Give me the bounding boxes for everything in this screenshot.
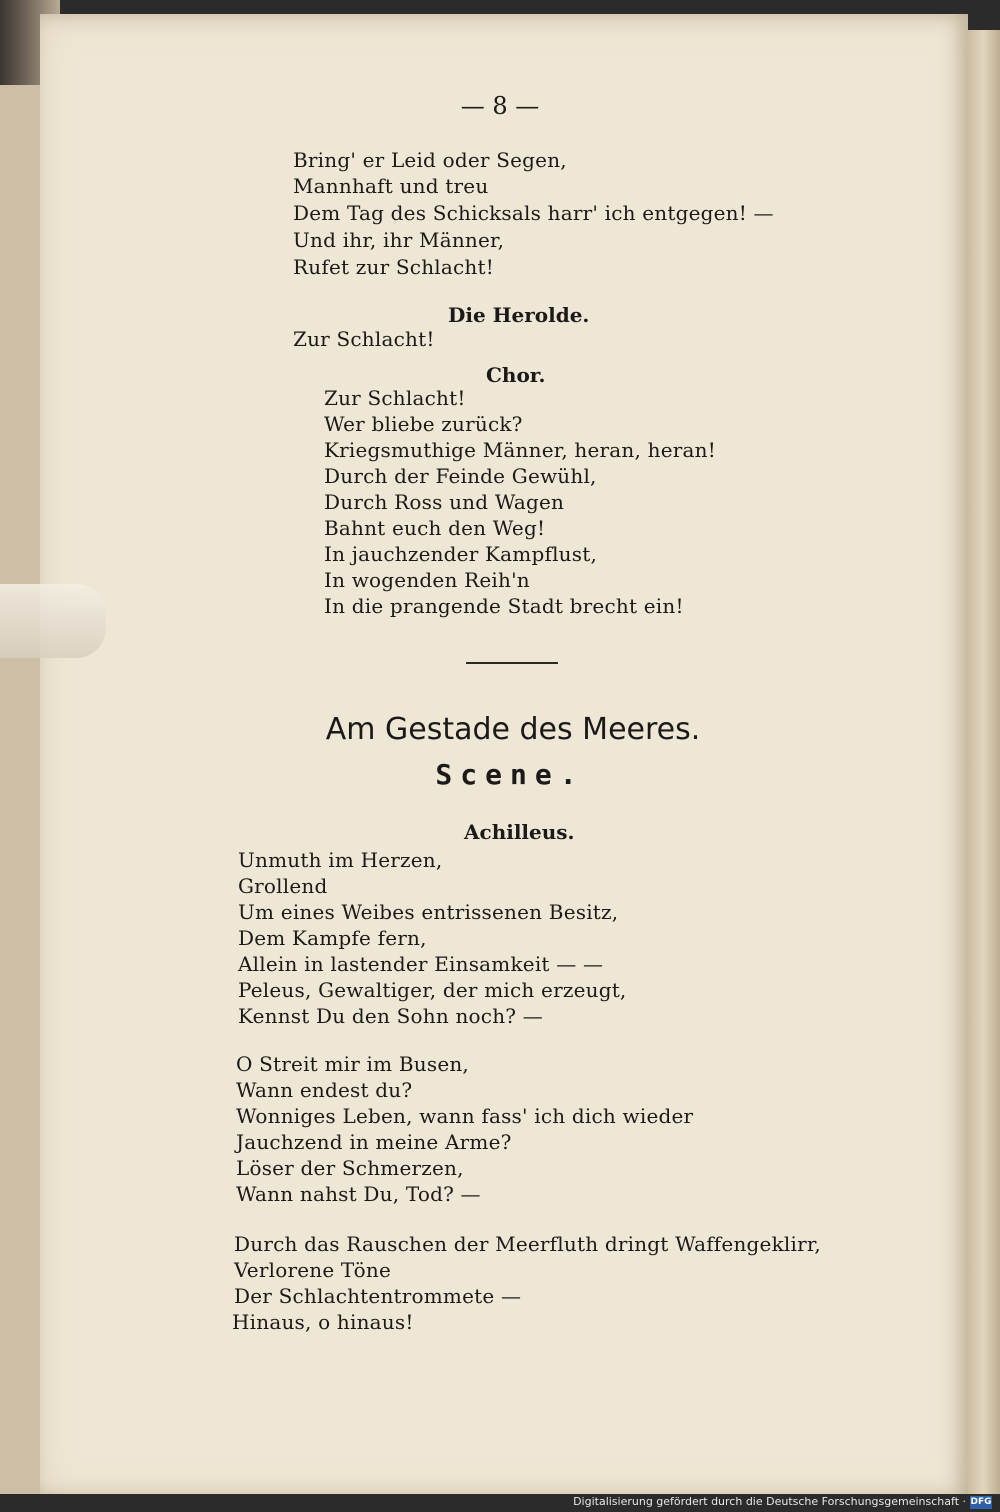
verse-line: Peleus, Gewaltiger, der mich erzeugt, bbox=[238, 978, 627, 1002]
verse-line: Zur Schlacht! bbox=[293, 327, 435, 351]
verse-line: Mannhaft und treu bbox=[293, 174, 489, 198]
verse-line: Grollend bbox=[238, 874, 328, 898]
speaker-herolde: Die Herolde. bbox=[448, 303, 590, 327]
page-number: — 8 — bbox=[460, 92, 540, 120]
verse-line: Bahnt euch den Weg! bbox=[324, 516, 546, 540]
verse-line: Wonniges Leben, wann fass' ich dich wieder bbox=[236, 1104, 694, 1128]
verse-line: Verlorene Töne bbox=[234, 1258, 392, 1282]
verse-line: Allein in lastender Einsamkeit — — bbox=[238, 952, 604, 976]
speaker-achilleus: Achilleus. bbox=[464, 820, 575, 844]
verse-line: Wer bliebe zurück? bbox=[324, 412, 523, 436]
verse-line: Durch Ross und Wagen bbox=[324, 490, 565, 514]
verse-line: Wann endest du? bbox=[236, 1078, 413, 1102]
verse-line: In wogenden Reih'n bbox=[324, 568, 530, 592]
verse-line: Jauchzend in meine Arme? bbox=[236, 1130, 512, 1154]
dfg-logo-icon: DFG bbox=[970, 1497, 992, 1507]
verse-line: Durch das Rauschen der Meerfluth dringt Waffengeklirr, bbox=[234, 1232, 821, 1256]
section-title: Am Gestade des Meeres. bbox=[325, 712, 701, 747]
verse-line: In jauchzender Kampflust, bbox=[324, 542, 598, 566]
verse-line: Kennst Du den Sohn noch? — bbox=[238, 1004, 543, 1028]
speaker-chor: Chor. bbox=[486, 363, 546, 387]
digitization-credit: Digitalisierung gefördert durch die Deutsche Forschungsgemeinschaft · bbox=[573, 1495, 966, 1508]
page-marker-tab bbox=[0, 584, 106, 658]
verse-line: Unmuth im Herzen, bbox=[238, 848, 443, 872]
verse-line: In die prangende Stadt brecht ein! bbox=[324, 594, 684, 618]
verse-line: Bring' er Leid oder Segen, bbox=[293, 148, 567, 172]
verse-line: Rufet zur Schlacht! bbox=[293, 255, 494, 279]
verse-line: O Streit mir im Busen, bbox=[236, 1052, 469, 1076]
verse-line: Um eines Weibes entrissenen Besitz, bbox=[238, 900, 619, 924]
verse-line: Kriegsmuthige Männer, heran, heran! bbox=[324, 438, 716, 462]
verse-line: Der Schlachtentrommete — bbox=[234, 1284, 522, 1308]
verse-line: Dem Kampfe fern, bbox=[238, 926, 427, 950]
verse-line: Durch der Feinde Gewühl, bbox=[324, 464, 597, 488]
verse-line: Wann nahst Du, Tod? — bbox=[236, 1182, 481, 1206]
verse-line: Zur Schlacht! bbox=[324, 386, 466, 410]
verse-line: Hinaus, o hinaus! bbox=[232, 1310, 414, 1334]
verse-line: Löser der Schmerzen, bbox=[236, 1156, 464, 1180]
section-subtitle: Scene. bbox=[435, 758, 585, 791]
verse-line: Dem Tag des Schicksals harr' ich entgegen! — bbox=[293, 201, 774, 225]
section-divider bbox=[466, 662, 558, 664]
verse-line: Und ihr, ihr Männer, bbox=[293, 228, 505, 252]
